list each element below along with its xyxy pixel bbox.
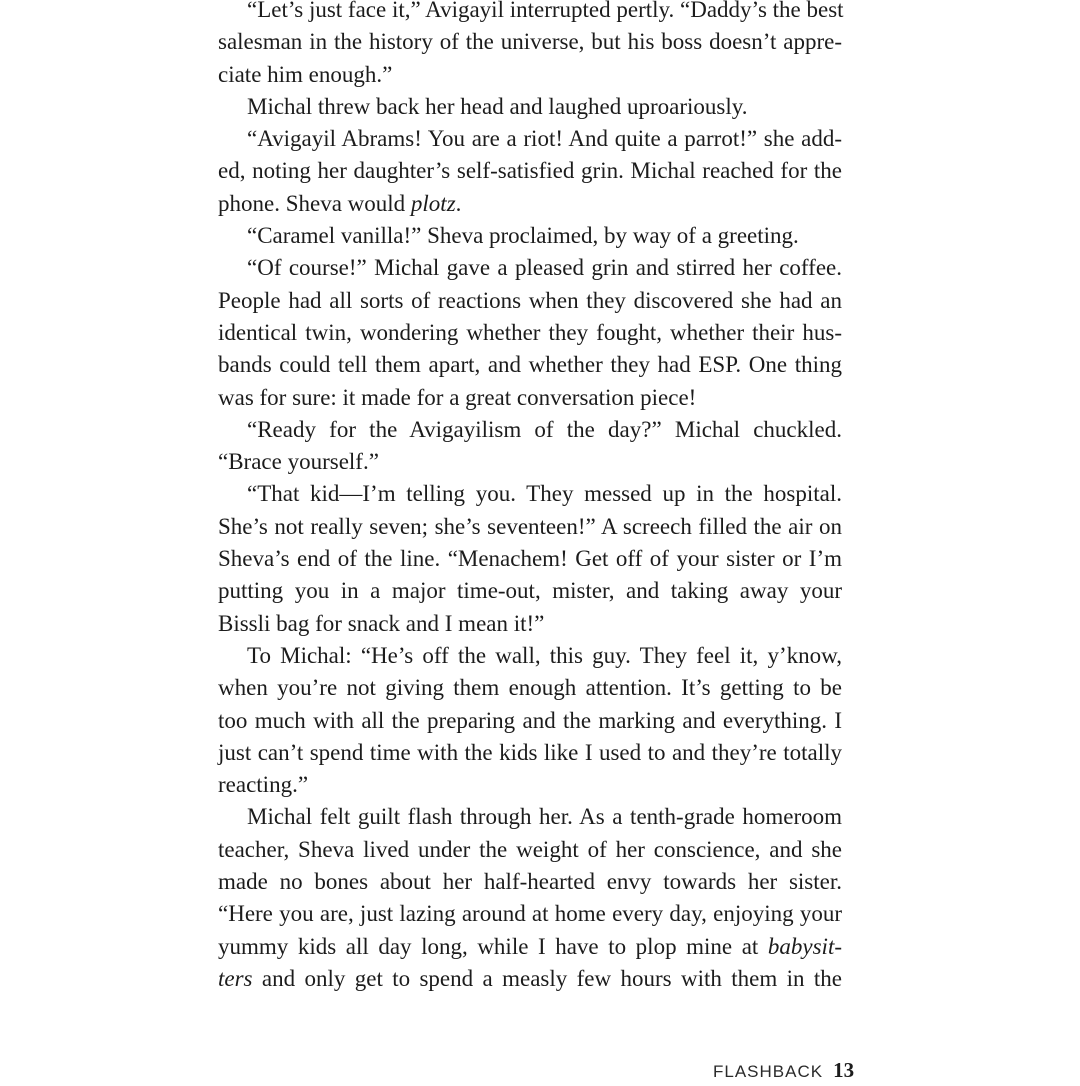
line-text: yummy kids all day long, while I have to plop mine at xyxy=(218,933,768,959)
text-line xyxy=(218,866,842,898)
text-line xyxy=(218,769,842,801)
line-text: ed, noting her daughter’s self-satisfied grin. Michal reached for the xyxy=(218,158,842,184)
line-text: when you’re not giving them enough attention. It’s getting to be xyxy=(218,675,842,701)
text-line xyxy=(218,317,842,349)
line-text: was for sure: it made for a great conversation piece! xyxy=(218,384,697,410)
text-line xyxy=(218,446,842,478)
text-line xyxy=(218,705,842,737)
text-line xyxy=(218,801,842,833)
line-text: Sheva’s end of the line. “Menachem! Get off of your sister or I’m xyxy=(218,546,842,572)
line-text: teacher, Sheva lived under the weight of her conscience, and she xyxy=(218,836,842,862)
text-line xyxy=(218,834,842,866)
text-line xyxy=(218,575,842,607)
line-text: reacting.” xyxy=(218,772,309,798)
line-text: Bissli bag for snack and I mean it!” xyxy=(218,610,545,636)
text-line xyxy=(218,543,842,575)
italic-text: plotz xyxy=(410,190,456,216)
running-title: FLASHBACK xyxy=(713,1062,824,1081)
line-text: just can’t spend time with the kids like I used to and they’re totally xyxy=(218,739,842,765)
line-text: Michal threw back her head and laughed uproariously. xyxy=(247,93,748,119)
text-line xyxy=(218,737,842,769)
line-text: “Brace yourself.” xyxy=(218,449,379,475)
line-text: too much with all the preparing and the marking and everything. I xyxy=(218,707,842,733)
text-line xyxy=(218,963,842,995)
line-text: “That kid—I’m telling you. They messed up in the hospital. xyxy=(247,481,842,507)
line-text: “Let’s just face it,” Avigayil interrupted pertly. “Daddy’s the best xyxy=(247,0,844,22)
text-line xyxy=(218,285,842,317)
line-text: salesman in the history of the universe, but his boss doesn’t appre- xyxy=(218,29,842,55)
line-text: “Of course!” Michal gave a pleased grin and stirred her coffee. xyxy=(247,255,842,281)
body-text xyxy=(218,0,842,995)
text-line xyxy=(218,672,842,704)
text-line xyxy=(218,511,842,543)
line-text: putting you in a major time-out, mister, and taking away your xyxy=(218,578,842,604)
line-text: and only get to spend a measly few hours with them in the xyxy=(252,965,842,991)
text-line xyxy=(218,414,842,446)
line-text: “Avigayil Abrams! You are a riot! And quite a parrot!” she add- xyxy=(247,126,842,152)
text-line xyxy=(218,478,842,510)
line-text: She’s not really seven; she’s seventeen!” A screech filled the air on xyxy=(218,513,842,539)
text-line xyxy=(218,155,842,187)
line-text: “Caramel vanilla!” Sheva proclaimed, by way of a greeting. xyxy=(247,223,799,249)
text-line xyxy=(218,931,842,963)
text-line xyxy=(218,91,842,123)
italic-text: ters xyxy=(218,965,253,991)
text-line xyxy=(218,349,842,381)
text-line xyxy=(218,123,842,155)
line-text: identical twin, wondering whether they fought, whether their hus- xyxy=(218,319,842,345)
page-number: 13 xyxy=(833,1058,855,1082)
line-text: To Michal: “He’s off the wall, this guy. They feel it, y’know, xyxy=(247,642,842,668)
line-text: bands could tell them apart, and whether they had ESP. One thing xyxy=(218,352,842,378)
line-text: “Ready for the Avigayilism of the day?” Michal chuckled. xyxy=(247,416,842,442)
text-line xyxy=(218,0,842,26)
text-line xyxy=(218,26,842,58)
line-text: People had all sorts of reactions when they discovered she had an xyxy=(218,287,842,313)
line-text: ciate him enough.” xyxy=(218,61,393,87)
text-line xyxy=(218,252,842,284)
text-line xyxy=(218,608,842,640)
text-line xyxy=(218,188,842,220)
text-line xyxy=(218,220,842,252)
line-text-tail: . xyxy=(455,190,462,216)
page-footer xyxy=(713,1058,863,1086)
text-line xyxy=(218,640,842,672)
text-line xyxy=(218,59,842,91)
line-text: Michal felt guilt flash through her. As a tenth-grade homeroom xyxy=(247,804,842,830)
text-line xyxy=(218,382,842,414)
line-text: made no bones about her half-hearted envy towards her sister. xyxy=(218,869,842,895)
text-line xyxy=(218,898,842,930)
line-text: phone. Sheva would xyxy=(218,190,411,216)
italic-text: babysit- xyxy=(767,933,842,959)
line-text: “Here you are, just lazing around at home every day, enjoying your xyxy=(218,901,842,927)
